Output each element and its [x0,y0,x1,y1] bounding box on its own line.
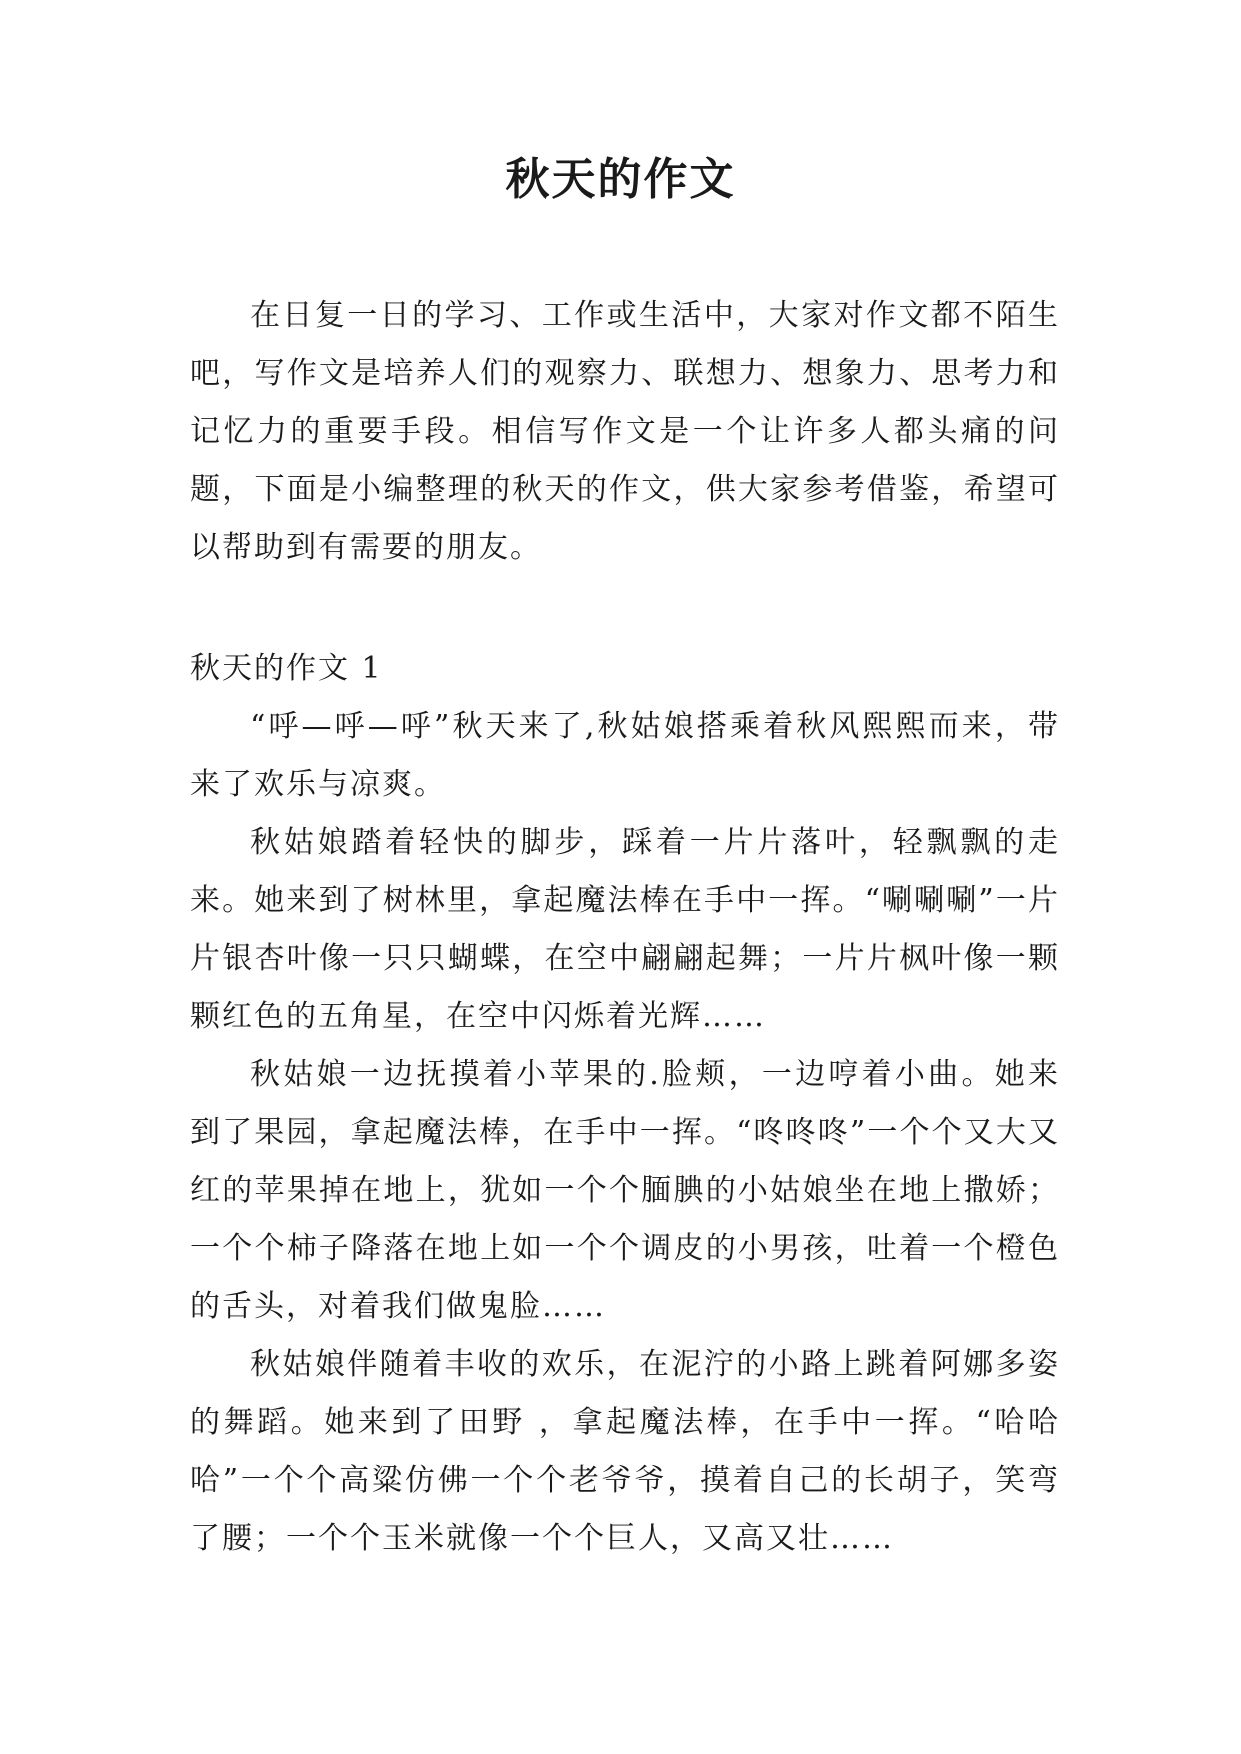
essay-section [190,640,1060,1568]
intro-paragraph: 在日复一日的学习、工作或生活中，大家对作文都不陌生吧，写作文是培养人们的观察力、联想力、想象力、思考力和记忆力的重要手段。相信写作文是一个让许多人都头痛的问题，下面是小编整理的秋天的作文，供大家参考借鉴，希望可以帮助到有需要的朋友。 [190,298,1060,565]
section-heading: 秋天的作文 1 [190,651,383,686]
document-title: 秋天的作文 [505,154,736,205]
essay-paragraph: 秋姑娘一边抚摸着小苹果的.脸颊，一边哼着小曲。她来到了果园，拿起魔法棒，在手中一挥。“咚咚咚”一个个又大又红的苹果掉在地上，犹如一个个腼腆的小姑娘坐在地上撒娇；一个个柿子降落在地上如一个个调皮的小男孩，吐着一个橙色的舌头，对着我们做鬼脸…… [190,1057,1060,1324]
intro-block [190,287,1060,577]
essay-paragraph: “呼—呼—呼”秋天来了,秋姑娘搭乘着秋风熙熙而来，带来了欢乐与凉爽。 [190,709,1060,802]
essay-paragraph: 秋姑娘伴随着丰收的欢乐，在泥泞的小路上跳着阿娜多姿的舞蹈。她来到了田野 ，拿起魔法棒，在手中一挥。“哈哈哈”一个个高粱仿佛一个个老爷爷，摸着自己的长胡子，笑弯了腰；一个个玉米就像一个个巨人，又高又壮…… [190,1347,1060,1556]
essay-paragraph: 秋姑娘踏着轻快的脚步，踩着一片片落叶，轻飘飘的走来。她来到了树林里，拿起魔法棒在手中一挥。“唰唰唰”一片片银杏叶像一只只蝴蝶，在空中翩翩起舞；一片片枫叶像一颗颗红色的五角星，在空中闪烁着光辉…… [190,825,1060,1034]
